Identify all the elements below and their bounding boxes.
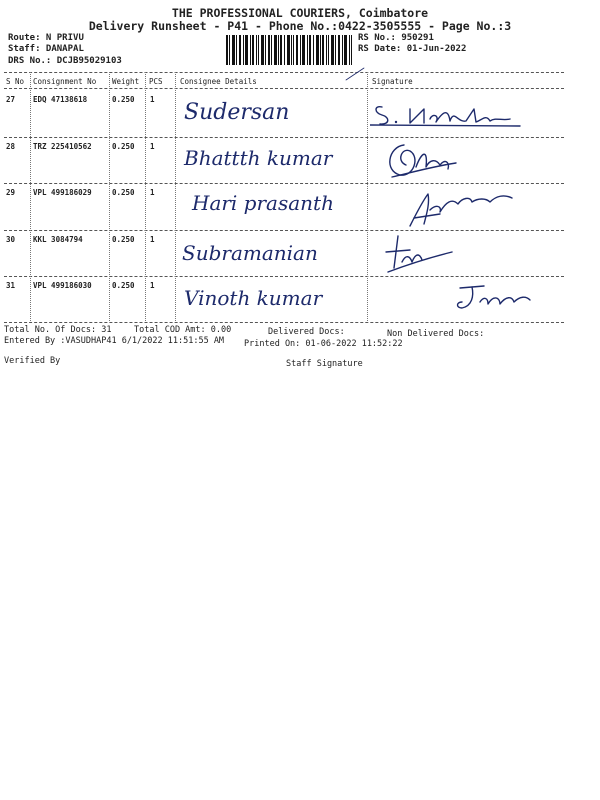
svg-text:Sudersan: Sudersan	[184, 100, 290, 125]
column-divider	[175, 72, 176, 321]
handwritten-consignee-name	[180, 92, 360, 132]
barcode	[226, 35, 352, 65]
staff-label: Staff: DANAPAL	[8, 44, 84, 54]
row-pcs: 1	[150, 235, 155, 244]
recipient-signature	[370, 137, 560, 183]
verified-by-label: Verified By	[4, 356, 61, 366]
handwritten-consignee-name	[180, 186, 360, 226]
total-docs: Total No. Of Docs: 31	[4, 325, 112, 335]
handwritten-consignee-name	[180, 280, 360, 320]
delivered-docs: Delivered Docs:	[268, 327, 345, 337]
row-consignment: KKL 3084794	[33, 235, 83, 244]
row-pcs: 1	[150, 142, 155, 151]
svg-text:Vinoth kumar: Vinoth kumar	[184, 286, 323, 310]
runsheet-subtitle: Delivery Runsheet - P41 - Phone No.:0422-3505555 - Page No.:3	[88, 19, 512, 33]
page-title: THE PROFESSIONAL COURIERS, Coimbatore	[171, 6, 429, 20]
staff-signature-label: Staff Signature	[286, 359, 363, 369]
col-header-consignment: Consignment No	[33, 77, 97, 86]
row-consignment: TRZ 225410562	[33, 142, 92, 151]
rs-number: RS No.: 950291	[358, 33, 434, 43]
row-consignment: VPL 499186029	[33, 188, 92, 197]
rs-date: RS Date: 01-Jun-2022	[358, 44, 467, 54]
header-rule	[4, 88, 564, 89]
row-pcs: 1	[150, 188, 155, 197]
row-consignment: EDQ 47138618	[33, 95, 88, 104]
row-weight: 0.250	[112, 235, 135, 244]
svg-text:Hari prasanth: Hari prasanth	[192, 191, 334, 215]
col-header-sno: S No	[6, 77, 25, 86]
row-pcs: 1	[150, 281, 155, 290]
column-divider	[109, 72, 110, 321]
col-header-pcs: PCS	[149, 77, 163, 86]
total-cod: Total COD Amt: 0.00	[134, 325, 232, 335]
recipient-signature	[380, 232, 480, 276]
drs-number: DRS No.: DCJB95029103	[8, 56, 122, 66]
row-sno: 28	[6, 142, 16, 151]
row-weight: 0.250	[112, 142, 135, 151]
column-divider	[367, 72, 368, 321]
col-header-consignee: Consignee Details	[180, 77, 257, 86]
table-bottom-rule	[4, 322, 564, 323]
row-rule	[4, 276, 564, 277]
svg-text:Bhattth kumar: Bhattth kumar	[184, 146, 333, 170]
entered-by: Entered By :VASUDHAP41 6/1/2022 11:51:55 AM	[4, 336, 225, 346]
row-pcs: 1	[150, 95, 155, 104]
row-sno: 27	[6, 95, 16, 104]
column-divider	[30, 72, 31, 321]
check-mark	[344, 66, 368, 82]
row-consignment: VPL 499186030	[33, 281, 92, 290]
non-delivered-docs: Non Delivered Docs:	[387, 329, 485, 339]
row-weight: 0.250	[112, 188, 135, 197]
col-header-weight: Weight	[112, 77, 140, 86]
printed-on: Printed On: 01-06-2022 11:52:22	[244, 339, 403, 349]
handwritten-consignee-name	[180, 234, 360, 274]
row-weight: 0.250	[112, 281, 135, 290]
recipient-signature	[370, 95, 560, 133]
row-sno: 29	[6, 188, 16, 197]
handwritten-consignee-name	[180, 140, 360, 180]
column-divider	[145, 72, 146, 321]
row-weight: 0.250	[112, 95, 135, 104]
route-label: Route: N PRIVU	[8, 33, 84, 43]
table-top-rule	[4, 72, 564, 73]
row-rule	[4, 230, 564, 231]
svg-text:Subramanian: Subramanian	[182, 241, 318, 265]
row-sno: 30	[6, 235, 16, 244]
recipient-signature	[450, 278, 560, 318]
col-header-signature: Signature	[372, 77, 413, 86]
recipient-signature	[400, 184, 540, 230]
row-sno: 31	[6, 281, 16, 290]
